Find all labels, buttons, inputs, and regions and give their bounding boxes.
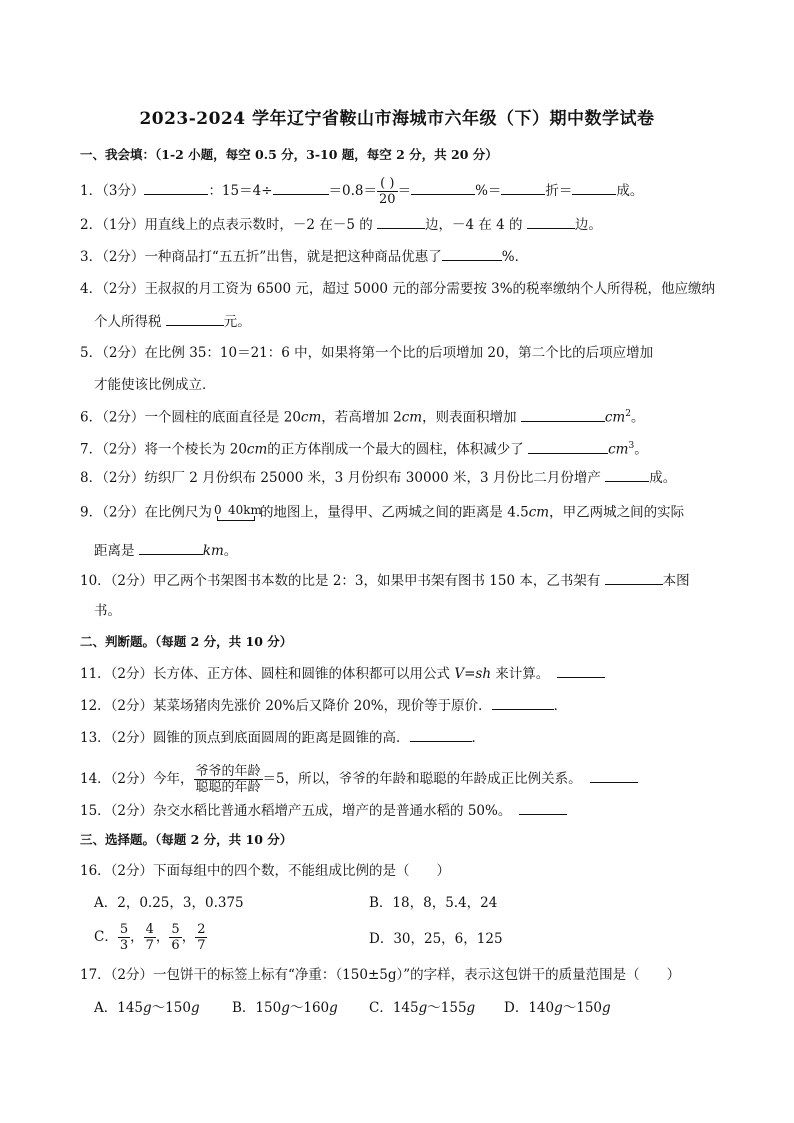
option-17-b[interactable]: B．150g～160g bbox=[232, 1000, 338, 1016]
option-17-a[interactable]: A．145g～150g bbox=[94, 1000, 200, 1016]
fraction: $\frac{( )}{20}$ bbox=[379, 176, 396, 207]
question-2: 2．（1分）用直线上的点表示数时，－2 在－5 的 边，－4 在 4 的 边。 bbox=[80, 214, 602, 235]
option-16-c[interactable]: C． $\frac{5}{3}$ ， $\frac{4}{7}$ ， $\frac{5}{6}$ ， $\frac{2}{7}$ bbox=[94, 922, 206, 953]
question-9: 9．（2分）在比例尺为 0 40km 的地图上，量得甲、乙两城之间的距离是 4.5cm，甲乙两城之间的实际 bbox=[80, 502, 684, 524]
question-15: 15．（2分）杂交水稻比普通水稻增产五成，增产的是普通水稻的 50%。 bbox=[80, 800, 567, 821]
fraction: $\frac{\text{爷爷的年龄}}{\text{聪聪的年龄}}$ bbox=[195, 764, 261, 795]
option-17-c[interactable]: C．145g～155g bbox=[369, 1000, 476, 1016]
question-8: 8．（2分）纺织厂 2 月份织布 25000 米，3 月份织布 30000 米，3 月份比二月份增产 成。 bbox=[80, 467, 676, 488]
option-16-d[interactable]: D．30，25，6，125 bbox=[369, 931, 503, 947]
section-heading-judge: 二、判断题。（每题 2 分，共 10 分） bbox=[80, 634, 293, 649]
question-4: 4．（2分）王叔叔的月工资为 6500 元，超过 5000 元的部分需要按 3%的税率缴纳个人所得税，他应缴纳 bbox=[80, 281, 716, 297]
option-17-d[interactable]: D．140g～150g bbox=[504, 1000, 611, 1016]
section-heading-choice: 三、选择题。（每题 2 分，共 10 分） bbox=[80, 832, 293, 847]
question-11: 11．（2分）长方体、正方体、圆柱和圆锥的体积都可以用公式 V=sh 来计算。 bbox=[80, 663, 605, 684]
question-6: 6．（2分）一个圆柱的底面直径是 20cm，若高增加 2cm，则表面积增加 $cm^2$。 bbox=[80, 404, 644, 428]
question-7: 7．（2分）将一个棱长为 20cm的正方体削成一个最大的圆柱，体积减少了 $cm^3$。 bbox=[80, 436, 648, 460]
section-heading-fill: 一、我会填：（1-2 小题，每空 0.5 分，3-10 题，每空 2 分，共 20 分） bbox=[80, 147, 498, 162]
question-14: 14．（2分）今年， $\frac{\text{爷爷的年龄}}{\text{聪聪的年龄}}$ ＝5，所以，爷爷的年龄和聪聪的年龄成正比例关系。 bbox=[80, 764, 638, 795]
question-16: 16．（2分）下面每组中的四个数，不能组成比例的是（ ） bbox=[80, 863, 451, 879]
question-4-cont: 个人所得税 元。 bbox=[94, 311, 251, 332]
map-scale-bar: 0 40km bbox=[214, 502, 258, 524]
question-10-cont: 书。 bbox=[94, 603, 121, 619]
question-5-cont: 才能使该比例成立． bbox=[94, 377, 216, 393]
question-9-cont: 距离是 km。 bbox=[94, 540, 237, 561]
question-1: 1．（3分） ：15＝4÷ ＝0.8＝ $\frac{( )}{20}$ ＝ %＝ 折＝ 成。 bbox=[80, 176, 644, 207]
question-12: 12．（2分）某菜场猪肉先涨价 20%后又降价 20%，现价等于原价． ． bbox=[80, 695, 567, 716]
question-17: 17．（2分）一包饼干的标签上标有“净重：（150±5g）”的字样，表示这包饼干的质量范围是（ ） bbox=[80, 967, 681, 983]
option-16-a[interactable]: A．2，0.25，3，0.375 bbox=[94, 895, 244, 911]
question-10: 10．（2分）甲乙两个书架图书本数的比是 2：3，如果甲书架有图书 150 本，乙书架有 本图 bbox=[80, 570, 690, 591]
question-5: 5．（2分）在比例 35：10＝21：6 中，如果将第一个比的后项增加 20，第二个比的后项应增加 bbox=[80, 345, 654, 361]
page-title: 2023-2024 学年辽宁省鞍山市海城市六年级（下）期中数学试卷 bbox=[139, 109, 655, 129]
option-16-b[interactable]: B．18，8，5.4，24 bbox=[369, 895, 498, 911]
question-3: 3．（2分）一种商品打“五五折”出售，就是把这种商品优惠了 %． bbox=[80, 246, 528, 267]
question-13: 13．（2分）圆锥的顶点到底面圆周的距离是圆锥的高． ． bbox=[80, 727, 485, 748]
